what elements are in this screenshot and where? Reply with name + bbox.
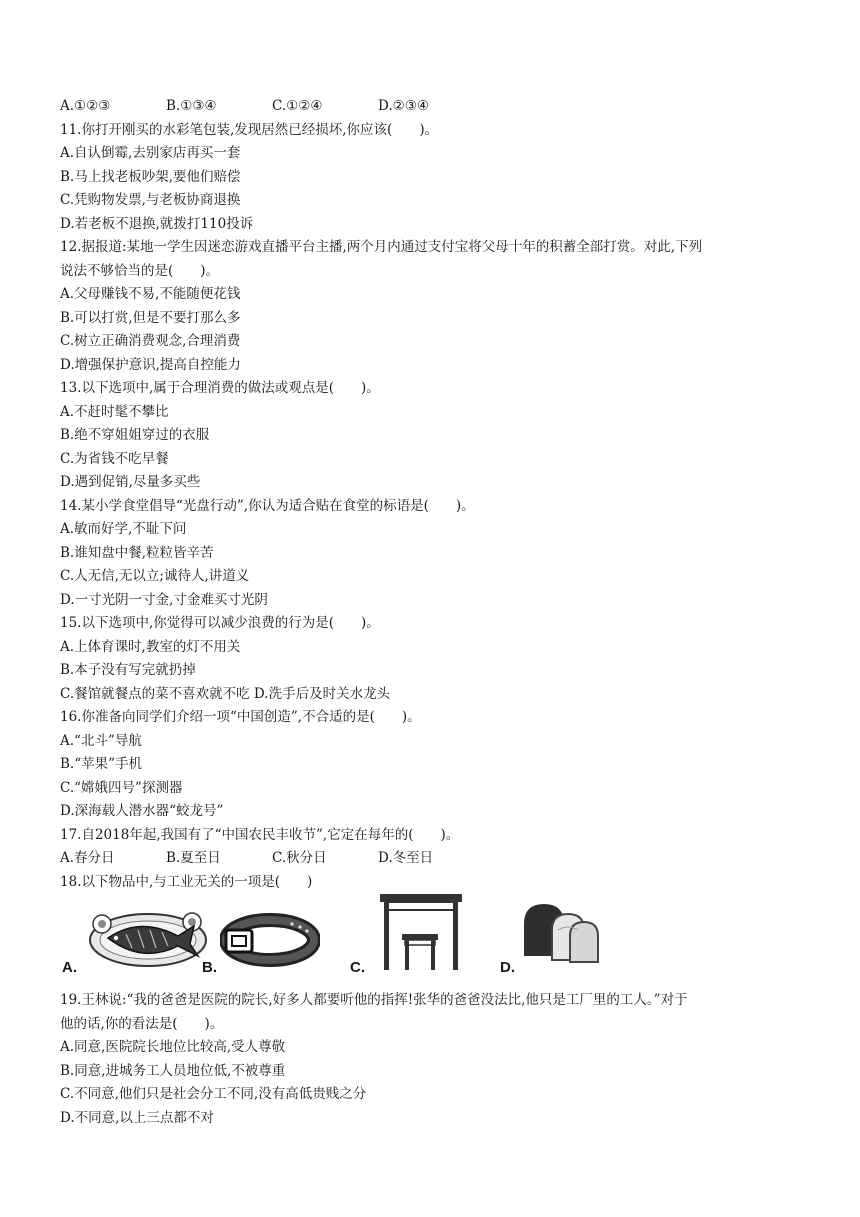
q15-option-b: B.本子没有写完就扔掉 xyxy=(60,662,196,678)
q19-option-a: A.同意,医院院长地位比较高,受人尊敬 xyxy=(60,1039,286,1055)
q12-stem-line2: 说法不够恰当的是( )。 xyxy=(60,262,220,279)
q10-option-c: C.①②④ xyxy=(272,98,323,114)
q14-option-b: B.谁知盘中餐,粒粒皆辛苦 xyxy=(60,544,214,561)
q15-option-a: A.上体育课时,教室的灯不用关 xyxy=(60,638,241,655)
q12-option-c: C.树立正确消费观念,合理消费 xyxy=(60,333,241,349)
q16-option-d: D.深海载人潜水器“蛟龙号” xyxy=(60,803,224,819)
q14-option-d: D.一寸光阴一寸金,寸金难买寸光阴 xyxy=(60,591,268,608)
q12-option-d: D.增强保护意识,提高自控能力 xyxy=(60,356,241,373)
q10-option-d: D.②③④ xyxy=(378,98,429,114)
q18-label-a: A. xyxy=(62,959,77,976)
q14-option-a: A.敏而好学,不耻下问 xyxy=(60,521,187,537)
q18-picture-c xyxy=(350,898,500,978)
q10-options xyxy=(60,95,805,119)
q19-option-b: B.同意,进城务工人员地位低,不被尊重 xyxy=(60,1062,286,1079)
q18-stem: 18.以下物品中,与工业无关的一项是( ) xyxy=(60,873,313,890)
q11-option-b: B.马上找老板吵架,要他们赔偿 xyxy=(60,168,241,185)
table-and-stool-icon xyxy=(376,890,466,972)
q12-option-b: B.可以打赏,但是不要打那么多 xyxy=(60,309,241,326)
q11-option-c: C.凭购物发票,与老板协商退换 xyxy=(60,192,241,208)
q17-option-b: B.夏至日 xyxy=(166,850,221,866)
q13-option-b: B.绝不穿姐姐穿过的衣服 xyxy=(60,427,210,443)
q13-option-a: A.不赶时髦不攀比 xyxy=(60,403,169,420)
q12-option-a: A.父母赚钱不易,不能随便花钱 xyxy=(60,286,241,302)
q17-option-c: C.秋分日 xyxy=(272,850,327,866)
q18-picture-d xyxy=(500,898,640,978)
q17-option-d: D.冬至日 xyxy=(378,850,434,866)
q17-stem: 17.自2018年起,我国有了“中国农民丰收节”,它定在每年的( )。 xyxy=(60,826,460,843)
q16-option-a: A.“北斗”导航 xyxy=(60,732,142,749)
q18-label-d: D. xyxy=(500,959,515,976)
q18-picture-b xyxy=(202,898,342,978)
q12-stem-line1: 12.据报道:某地一学生因迷恋游戏直播平台主播,两个月内通过支付宝将父母十年的积蓄全部打赏。对此,下列 xyxy=(60,239,703,255)
q17-option-a: A.春分日 xyxy=(60,850,115,866)
q17-options xyxy=(60,847,805,871)
q11-option-a: A.自认倒霉,去别家店再买一套 xyxy=(60,145,241,161)
q14-option-c: C.人无信,无以立;诚待人,讲道义 xyxy=(60,568,250,584)
q19-option-c: C.不同意,他们只是社会分工不同,没有高低贵贱之分 xyxy=(60,1086,367,1102)
q19-stem-line2: 他的话,你的看法是( )。 xyxy=(60,1015,224,1032)
q16-option-b: B.“苹果”手机 xyxy=(60,756,143,772)
q15-stem: 15.以下选项中,你觉得可以减少浪费的行为是( )。 xyxy=(60,615,380,631)
q15-option-cd: C.餐馆就餐点的菜不喜欢就不吃 D.洗手后及时关水龙头 xyxy=(60,685,391,702)
q14-stem: 14.某小学食堂倡导“光盘行动”,你认为适合贴在食堂的标语是( )。 xyxy=(60,497,475,514)
q11-option-d: D.若老板不退换,就拨打110投诉 xyxy=(60,215,254,232)
q13-option-d: D.遇到促销,尽量多买些 xyxy=(60,474,201,490)
q13-stem: 13.以下选项中,属于合理消费的做法或观点是( )。 xyxy=(60,380,380,396)
q10-option-b: B.①③④ xyxy=(166,98,217,114)
q18-picture-a xyxy=(62,898,202,978)
leather-belt-icon xyxy=(220,910,320,970)
q18-label-b: B. xyxy=(202,959,217,976)
q19-stem-line1: 19.王林说:“我的爸爸是医院的院长,好多人都要听他的指挥!张华的爸爸没法比,他只是工厂里的工人。”对于 xyxy=(60,992,688,1008)
q18-label-c: C. xyxy=(350,959,365,976)
q16-stem: 16.你准备向同学们介绍一项“中国创造”,不合适的是( )。 xyxy=(60,709,421,725)
q13-option-c: C.为省钱不吃早餐 xyxy=(60,450,169,467)
q16-option-c: C.“嫦娥四号”探测器 xyxy=(60,779,183,796)
q10-option-a: A.①②③ xyxy=(60,98,111,114)
q18-pictures xyxy=(60,898,805,983)
q19-option-d: D.不同意,以上三点都不对 xyxy=(60,1109,214,1126)
question-list xyxy=(60,95,805,1130)
q11-stem: 11.你打开刚买的水彩笔包装,发现居然已经损坏,你应该( )。 xyxy=(60,121,439,138)
fish-on-plate-icon xyxy=(80,898,210,970)
bread-loaf-icon xyxy=(518,900,608,966)
